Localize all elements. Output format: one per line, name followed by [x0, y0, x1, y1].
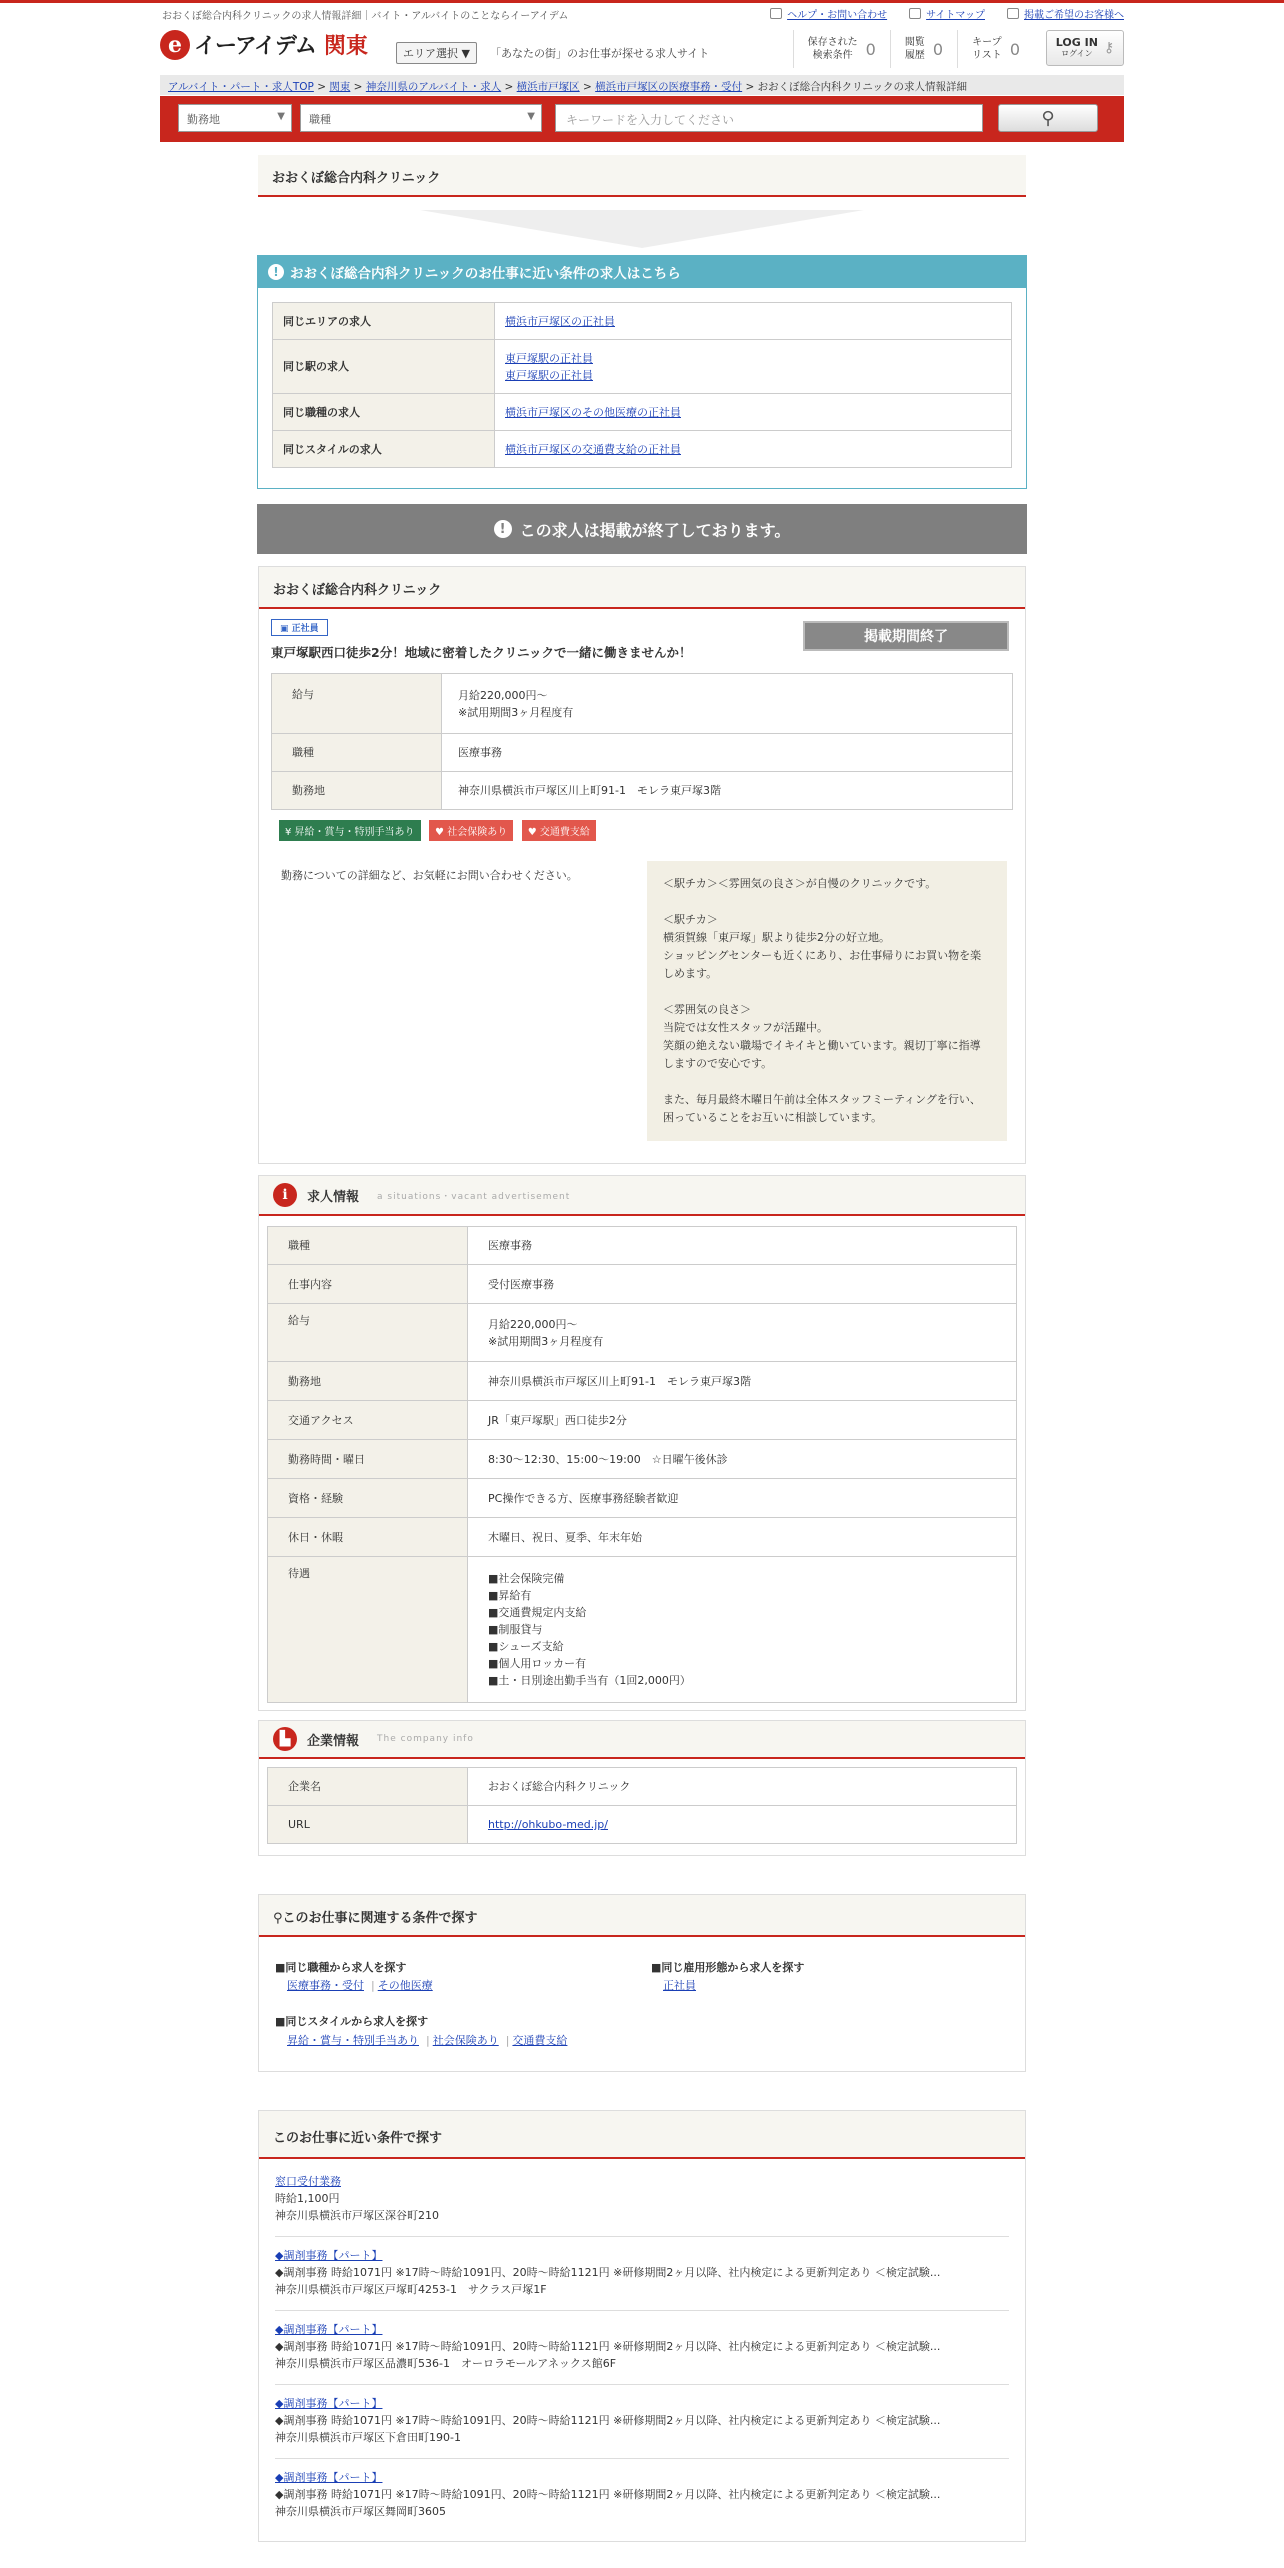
- company-info-section: [258, 1720, 1026, 1856]
- employment-badge: [271, 619, 328, 636]
- stat-count: 0: [932, 39, 943, 59]
- near-job-address: 神奈川県横浜市戸塚区品濃町536-1 オーロラモールアネックス館6F: [275, 2357, 617, 2370]
- similar-link[interactable]: 横浜市戸塚区の交通費支給の正社員: [505, 442, 681, 456]
- job-info-section: [258, 1175, 1026, 1711]
- logo-text: イーアイデム: [194, 34, 316, 59]
- related-link[interactable]: 交通費支給: [512, 2034, 568, 2047]
- help-link-text[interactable]: ヘルプ・お問い合わせ: [787, 10, 888, 21]
- near-job-address: 神奈川県横浜市戸塚区戸塚町4253-1 サクラス戸塚1F: [275, 2283, 547, 2296]
- pr-line: ショッピングセンターも近くにあり、お仕事帰りにお買い物を楽しめます。: [663, 949, 982, 980]
- keep-list-link[interactable]: [957, 30, 1034, 68]
- list-item[interactable]: [275, 2311, 1009, 2385]
- saved-searches-link[interactable]: [793, 30, 890, 68]
- advertise-link[interactable]: [1007, 6, 1124, 21]
- row-label: 休日・休暇: [268, 1518, 468, 1557]
- stat-label: キープ: [972, 37, 1002, 48]
- table-row: [268, 1265, 1017, 1304]
- related-search-header: [259, 1895, 1025, 1937]
- list-item[interactable]: [275, 2459, 1009, 2532]
- near-job-desc: ◆調剤事務 時給1071円 ※17時〜時給1091円、20時〜時給1121円 ※研修期間2ヶ月以降、社内検定による更新判定あり ＜検定試験...: [275, 2340, 941, 2353]
- row-label: 職種: [268, 1227, 468, 1265]
- area-dropdown[interactable]: 勤務地 ▼: [178, 104, 292, 132]
- listing-ended-text: この求人は掲載が終了しております。: [519, 520, 791, 540]
- site-header: [160, 25, 1124, 71]
- row-label: 資格・経験: [268, 1479, 468, 1518]
- row-value: 月給220,000円〜: [458, 688, 548, 702]
- near-job-address: 神奈川県横浜市戸塚区舞岡町3605: [275, 2505, 446, 2518]
- row-label: 職種: [272, 734, 442, 772]
- pr-text-box: [647, 861, 1007, 1141]
- sitemap-icon: [909, 8, 921, 19]
- page-meta-title: おおくぼ総合内科クリニックの求人情報詳細｜バイト・アルバイトのことならイーアイデム: [162, 11, 569, 22]
- stat-label: 閲覧: [904, 37, 925, 48]
- stat-label: 保存された: [807, 37, 858, 48]
- table-row: [268, 1440, 1017, 1479]
- down-arrow-decoration: [420, 210, 864, 248]
- logo-mark: e: [160, 30, 190, 60]
- table-row: [272, 674, 1013, 734]
- company-info-table: [267, 1767, 1017, 1844]
- pr-line: 当院では女性スタッフが活躍中。: [663, 1021, 828, 1034]
- section-title: 企業情報: [307, 1733, 360, 1749]
- job-catchphrase: 東戸塚駅西口徒歩2分！地域に密着したクリニックで一緒に働きませんか！: [271, 645, 692, 660]
- table-row: [272, 734, 1013, 772]
- header-stats: [793, 30, 1124, 68]
- related-link[interactable]: 昇給・賞与・特別手当あり: [287, 2034, 419, 2047]
- row-value: ■昇給有: [488, 1589, 532, 1602]
- table-row: [268, 1479, 1017, 1518]
- stat-count: 0: [865, 39, 876, 59]
- near-job-link[interactable]: 窓口受付業務: [275, 2175, 341, 2188]
- advertise-link-text[interactable]: 掲載ご希望のお客様へ: [1024, 10, 1124, 21]
- row-value: ■シューズ支給: [488, 1640, 564, 1653]
- key-icon: ⚷: [1103, 39, 1115, 56]
- row-label: URL: [268, 1806, 468, 1844]
- near-job-link[interactable]: ◆調剤事務【パート】: [275, 2249, 383, 2262]
- sitemap-link-text[interactable]: サイトマップ: [926, 10, 985, 21]
- row-label: 仕事内容: [268, 1265, 468, 1304]
- near-job-link[interactable]: ◆調剤事務【パート】: [275, 2397, 383, 2410]
- table-row: [272, 772, 1013, 810]
- help-icon: [770, 8, 782, 19]
- breadcrumb-link[interactable]: 神奈川県のアルバイト・求人: [365, 81, 502, 93]
- near-jobs-section: [258, 2110, 1026, 2542]
- related-link[interactable]: 医療事務・受付: [287, 1979, 364, 1992]
- table-row: [268, 1362, 1017, 1401]
- row-value: 神奈川県横浜市戸塚区川上町91-1 モレラ東戸塚3階: [468, 1362, 1017, 1401]
- near-job-address: 神奈川県横浜市戸塚区深谷町210: [275, 2209, 439, 2222]
- page-title: おおくぼ総合内科クリニック: [258, 155, 1026, 197]
- row-label: 同じ職種の求人: [273, 394, 495, 431]
- list-item[interactable]: [275, 2165, 1009, 2237]
- row-value: 8:30〜12:30、15:00〜19:00 ☆日曜午後休診: [468, 1440, 1017, 1479]
- employment-badge-label: 正社員: [291, 624, 319, 634]
- site-logo[interactable]: [160, 29, 368, 60]
- row-value: ※試用期間3ヶ月程度有: [488, 1334, 604, 1348]
- breadcrumb-link[interactable]: 横浜市戸塚区: [516, 81, 580, 93]
- history-link[interactable]: [890, 30, 957, 68]
- pr-line: 横須賀線「東戸塚」駅より徒歩2分の好立地。: [663, 931, 890, 944]
- stat-count: 0: [1009, 39, 1020, 59]
- stat-label: 検索条件: [812, 50, 853, 61]
- feature-badges: [279, 820, 601, 841]
- near-job-desc: ◆調剤事務 時給1071円 ※17時〜時給1091円、20時〜時給1121円 ※研修期間2ヶ月以降、社内検定による更新判定あり ＜検定試験...: [275, 2266, 941, 2279]
- similar-jobs-title: おおくぼ総合内科クリニックのお仕事に近い条件の求人はこちら: [290, 266, 681, 282]
- similar-link[interactable]: 東戸塚駅の正社員: [505, 351, 593, 365]
- related-group-heading: ■同じスタイルから求人を探す: [275, 2015, 429, 2028]
- row-value: PC操作できる方、医療事務経験者歓迎: [468, 1479, 1017, 1518]
- breadcrumb: アルバイト・パート・求人TOP > 関東 > 神奈川県のアルバイト・求人 > 横浜市戸塚区 > 横浜市戸塚区の医療事務・受付 > おおくぼ総合内科クリニックの求人情報詳細: [160, 75, 1124, 95]
- feature-badge: ♥ 社会保険あり: [429, 820, 513, 841]
- row-value: ※試用期間3ヶ月程度有: [458, 705, 574, 719]
- list-item[interactable]: [275, 2237, 1009, 2311]
- region-label: 関東: [323, 34, 368, 59]
- table-row: [268, 1768, 1017, 1806]
- job-company-name: おおくぼ総合内科クリニック: [259, 567, 1025, 609]
- contact-note: 勤務についての詳細など、お気軽にお問い合わせください。: [281, 869, 578, 882]
- near-job-desc: ◆調剤事務 時給1071円 ※17時〜時給1091円、20時〜時給1121円 ※研修期間2ヶ月以降、社内検定による更新判定あり ＜検定試験...: [275, 2488, 941, 2501]
- info-icon: !: [268, 264, 284, 280]
- related-link[interactable]: 正社員: [663, 1979, 696, 1992]
- related-search-section: ⚲このお仕事に関連する条件で探す ■同じ職種から求人を探す 医療事務・受付 | その他医療 ■同じ雇用形態から求人を探す 正社員 ■同じスタイルから求人を探す 昇給・賞与・特別手当あり | 社会保険あり | 交通費支給: [258, 1894, 1026, 2072]
- breadcrumb-link[interactable]: 横浜市戸塚区の医療事務・受付: [595, 81, 743, 93]
- building-icon: ▙: [273, 1727, 297, 1751]
- row-label: 勤務地: [272, 772, 442, 810]
- row-value: ■土・日別途出勤手当有（1回2,000円）: [488, 1674, 691, 1687]
- table-row: [268, 1304, 1017, 1362]
- breadcrumb-current: おおくぼ総合内科クリニックの求人情報詳細: [757, 81, 968, 93]
- pr-line: ＜駅チカ＞＜雰囲気の良さ＞が自慢のクリニックです。: [663, 877, 937, 890]
- row-label: 同じスタイルの求人: [273, 431, 495, 468]
- help-link[interactable]: [770, 6, 887, 21]
- area-select-button[interactable]: エリア選択 ▼: [396, 42, 477, 64]
- row-value: 月給220,000円〜: [488, 1317, 578, 1331]
- row-label: 待遇: [268, 1557, 468, 1703]
- document-icon: [1007, 8, 1019, 19]
- similar-link[interactable]: 横浜市戸塚区のその他医療の正社員: [505, 405, 681, 419]
- top-utility-bar: [160, 3, 1124, 23]
- info-icon: i: [273, 1183, 297, 1207]
- search-bar: [160, 96, 1124, 142]
- pr-line: ＜駅チカ＞: [663, 913, 718, 926]
- table-row: [268, 1518, 1017, 1557]
- listing-ended-button: 掲載期間終了: [803, 621, 1009, 651]
- section-subtitle: a situations・vacant advertisement: [377, 1191, 571, 1202]
- table-row: [273, 394, 1012, 431]
- job-dropdown[interactable]: 職種 ▼: [300, 104, 542, 132]
- breadcrumb-link[interactable]: 関東: [329, 81, 351, 93]
- job-info-header: [259, 1176, 1025, 1216]
- row-value: ■交通費規定内支給: [488, 1606, 587, 1619]
- row-value: ■制服貸与: [488, 1623, 543, 1636]
- feature-badge: ♥ 交通費支給: [522, 820, 596, 841]
- near-job-link[interactable]: ◆調剤事務【パート】: [275, 2471, 383, 2484]
- section-title: 求人情報: [307, 1189, 360, 1205]
- row-label: 勤務時間・曜日: [268, 1440, 468, 1479]
- table-row: [268, 1806, 1017, 1844]
- section-title: このお仕事に関連する条件で探す: [282, 1911, 478, 1926]
- info-icon: !: [494, 520, 512, 538]
- row-label: 交通アクセス: [268, 1401, 468, 1440]
- row-label: 給与: [272, 674, 442, 734]
- company-title-box: [258, 155, 1026, 199]
- similar-jobs-header: [258, 256, 1026, 288]
- search-icon: ⚲: [1041, 107, 1055, 129]
- related-group-heading: ■同じ雇用形態から求人を探す: [651, 1961, 805, 1974]
- login-button[interactable]: [1046, 30, 1124, 66]
- row-value: 医療事務: [468, 1227, 1017, 1265]
- job-summary-box: [258, 566, 1026, 1164]
- similar-link[interactable]: 横浜市戸塚区の正社員: [505, 314, 615, 328]
- similar-jobs-box: [257, 255, 1027, 489]
- row-label: 同じ駅の求人: [273, 340, 495, 394]
- sitemap-link[interactable]: [909, 6, 985, 21]
- breadcrumb-link[interactable]: アルバイト・パート・求人TOP: [168, 81, 314, 93]
- table-row: [268, 1401, 1017, 1440]
- briefcase-icon: ▣: [280, 624, 292, 634]
- similar-link[interactable]: 東戸塚駅の正社員: [505, 368, 593, 382]
- related-group-heading: ■同じ職種から求人を探す: [275, 1961, 407, 1974]
- row-value: ■社会保険完備: [488, 1572, 565, 1585]
- related-link[interactable]: 社会保険あり: [432, 2034, 499, 2047]
- row-value: 医療事務: [442, 734, 1013, 772]
- job-info-table: [267, 1226, 1017, 1703]
- section-subtitle: The company info: [377, 1734, 474, 1744]
- login-label: LOG IN: [1055, 36, 1098, 49]
- pr-line: また、毎月最終木曜日午前は全体スタッフミーティングを行い、困っていることをお互いに相談しています。: [663, 1093, 981, 1124]
- job-summary-table: [271, 673, 1013, 810]
- row-value: 木曜日、祝日、夏季、年末年始: [468, 1518, 1017, 1557]
- table-row: [273, 303, 1012, 340]
- table-row: [273, 340, 1012, 394]
- related-link[interactable]: その他医療: [377, 1979, 433, 1992]
- near-job-desc: ◆調剤事務 時給1071円 ※17時〜時給1091円、20時〜時給1121円 ※研修期間2ヶ月以降、社内検定による更新判定あり ＜検定試験...: [275, 2414, 941, 2427]
- company-url-link[interactable]: http://ohkubo-med.jp/: [488, 1818, 608, 1831]
- row-label: 勤務地: [268, 1362, 468, 1401]
- feature-badge: ¥ 昇給・賞与・特別手当あり: [279, 820, 421, 841]
- row-value: JR「東戸塚駅」西口徒歩2分: [468, 1401, 1017, 1440]
- keyword-input[interactable]: キーワードを入力してください: [555, 104, 983, 132]
- row-label: 給与: [268, 1304, 468, 1362]
- stat-label: リスト: [972, 50, 1002, 61]
- table-row: [268, 1227, 1017, 1265]
- near-job-desc: 時給1,100円: [275, 2192, 340, 2205]
- row-value: ■個人用ロッカー有: [488, 1657, 587, 1670]
- similar-jobs-table: [272, 302, 1012, 468]
- list-item[interactable]: [275, 2385, 1009, 2459]
- row-value: 受付医療事務: [468, 1265, 1017, 1304]
- row-value: 神奈川県横浜市戸塚区川上町91-1 モレラ東戸塚3階: [442, 772, 1013, 810]
- listing-ended-banner: [257, 504, 1027, 554]
- row-label: 企業名: [268, 1768, 468, 1806]
- table-row: [273, 431, 1012, 468]
- stat-label: 履歴: [904, 50, 925, 61]
- pr-line: 笑顔の絶えない職場でイキイキと働いています。親切丁寧に指導しますので安心です。: [663, 1039, 981, 1070]
- login-sublabel: ログイン: [1061, 49, 1093, 58]
- near-job-address: 神奈川県横浜市戸塚区下倉田町190-1: [275, 2431, 461, 2444]
- tagline: 「あなたの街」のお仕事が探せる求人サイト: [490, 47, 710, 60]
- pr-line: ＜雰囲気の良さ＞: [663, 1003, 751, 1016]
- section-title: このお仕事に近い条件で探す: [259, 2111, 1025, 2159]
- row-label: 同じエリアの求人: [273, 303, 495, 340]
- row-value: おおくぼ総合内科クリニック: [468, 1768, 1017, 1806]
- table-row: [268, 1557, 1017, 1703]
- search-button[interactable]: [998, 104, 1098, 132]
- company-info-header: [259, 1721, 1025, 1759]
- search-icon: ⚲: [273, 1911, 283, 1926]
- near-job-link[interactable]: ◆調剤事務【パート】: [275, 2323, 383, 2336]
